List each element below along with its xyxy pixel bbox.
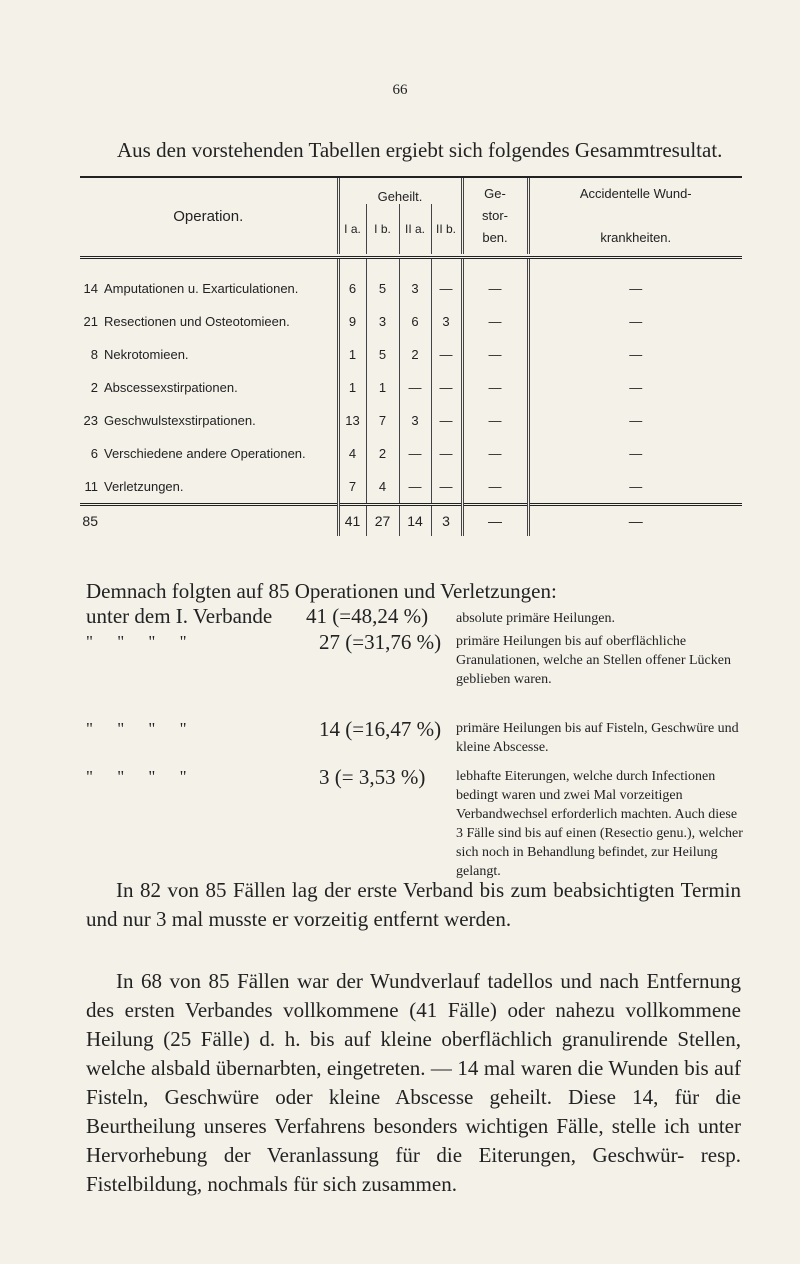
header-geheilt: Geheilt. bbox=[338, 178, 462, 204]
table-row: 23 Geschwulstexstirpationen. 13 7 3 — — — bbox=[80, 404, 742, 437]
table-row: 11 Verletzungen. 7 4 — — — — bbox=[80, 470, 742, 505]
header-ia: I a. bbox=[338, 204, 366, 254]
header-accidentelle: Accidentelle Wund- krankheiten. bbox=[528, 178, 742, 254]
table-row: 21 Resectionen und Osteotomieen. 9 3 6 3 — — bbox=[80, 305, 742, 338]
summary-first-label: unter dem I. Verbande bbox=[86, 604, 273, 628]
ditto-marks: " " " " bbox=[86, 767, 197, 786]
ditto-marks: " " " " bbox=[86, 719, 197, 738]
intro-paragraph: Aus den vorstehenden Tabellen ergiebt sich folgendes Gesammtresultat. bbox=[117, 138, 723, 162]
header-iia: II a. bbox=[399, 204, 431, 254]
header-iib: II b. bbox=[431, 204, 462, 254]
ditto-marks: " " " " bbox=[86, 632, 197, 651]
header-ib: I b. bbox=[366, 204, 399, 254]
summary-heading: Demnach folgten auf 85 Operationen und Verletzungen: bbox=[86, 579, 557, 603]
header-gestorben: Ge- stor- ben. bbox=[462, 178, 528, 254]
paragraph-1: In 82 von 85 Fällen lag der erste Verband bis zum beabsichtigten Termin und nur 3 mal musste er vorzeitig entfernt werden. bbox=[86, 878, 741, 931]
table-row: 2 Abscessexstirpationen. 1 1 — — — — bbox=[80, 371, 742, 404]
table-row: 8 Nekrotomieen. 1 5 2 — — — bbox=[80, 338, 742, 371]
table-row: 14 Amputationen u. Exarticulationen. 6 5 3 — — — bbox=[80, 272, 742, 305]
page-number: 66 bbox=[392, 82, 408, 98]
header-operation: Operation. bbox=[173, 207, 244, 225]
table-row: 6 Verschiedene andere Operationen. 4 2 — — — — bbox=[80, 437, 742, 470]
results-table bbox=[80, 176, 742, 536]
total-row: 85 41 27 14 3 — — bbox=[80, 504, 742, 536]
paragraph-2: In 68 von 85 Fällen war der Wundverlauf tadellos und nach Entfernung des ersten Verbandes vollkommene (41 Fälle) oder nahezu vollkommene Heilung (25 Fälle) d. h. bis auf kleine oberflächlich granulirende Stellen, welche alsbald übernarbten, eingetreten. — 14 mal waren die Wunden bis auf Fisteln, Geschwüre oder kleine Abscesse geheilt. Diese 14, für die Beurtheilung unseres Verfahrens besonders wichtigen Fälle, stelle ich unter Hervorhebung der Veranlassung für die Eiterungen, Geschwür- resp. Fistelbildung, nochmals für sich zusammen. bbox=[86, 969, 741, 1196]
